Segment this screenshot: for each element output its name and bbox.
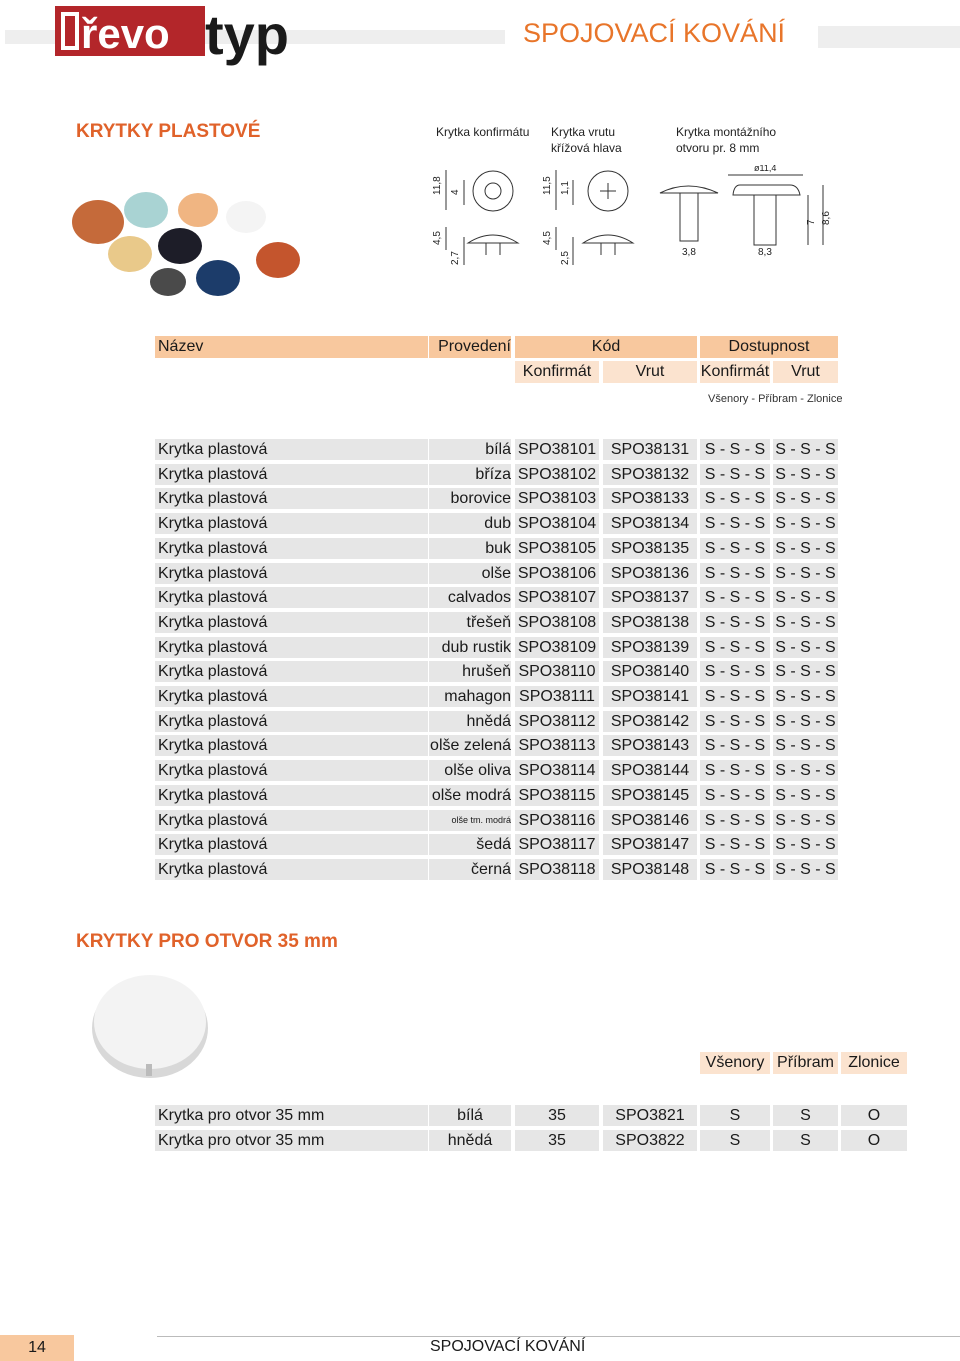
caps-row-variant: olše modrá bbox=[429, 785, 511, 806]
caps35-row-s3: O bbox=[841, 1130, 907, 1151]
col-sub-screw: Vrut bbox=[603, 361, 697, 383]
caps-row-av: S - S - S bbox=[773, 488, 838, 509]
caps-row-k: SPO38115 bbox=[515, 785, 599, 806]
caps-row-ak: S - S - S bbox=[700, 439, 770, 460]
caps-row-variant: mahagon bbox=[429, 686, 511, 707]
caps-row-av: S - S - S bbox=[773, 563, 838, 584]
page-title: SPOJOVACÍ KOVÁNÍ bbox=[523, 18, 786, 48]
caps-row-k: SPO38104 bbox=[515, 513, 599, 534]
caps-row-name: Krytka plastová bbox=[155, 810, 428, 831]
caps-row-name: Krytka plastová bbox=[155, 563, 428, 584]
caps-row-name: Krytka plastová bbox=[155, 513, 428, 534]
dim-a-3: 4,5 bbox=[432, 231, 443, 245]
caps-row-k: SPO38111 bbox=[515, 686, 599, 707]
caps-row-k: SPO38103 bbox=[515, 488, 599, 509]
caps-row-ak: S - S - S bbox=[700, 637, 770, 658]
caps-row-k: SPO38117 bbox=[515, 834, 599, 855]
caps-row-variant: olše oliva bbox=[429, 760, 511, 781]
caps35-row-size: 35 bbox=[515, 1105, 599, 1126]
caps-row-variant: hrušeň bbox=[429, 661, 511, 682]
caps-row-name: Krytka plastová bbox=[155, 686, 428, 707]
caps-row-k: SPO38116 bbox=[515, 810, 599, 831]
caption-assembly-cap: Krytka montážního otvoru pr. 8 mm bbox=[676, 125, 777, 155]
caps-row-name: Krytka plastová bbox=[155, 587, 428, 608]
caps-row-k: SPO38102 bbox=[515, 464, 599, 485]
caps-row-ak: S - S - S bbox=[700, 661, 770, 682]
caption-screw-cap: Krytka vrutu křížová hlava bbox=[551, 125, 622, 155]
caps-row-v: SPO38147 bbox=[603, 834, 697, 855]
caps-row-ak: S - S - S bbox=[700, 785, 770, 806]
caps-row-variant: hnědá bbox=[429, 711, 511, 732]
caps-row-name: Krytka plastová bbox=[155, 785, 428, 806]
caps-row-v: SPO38148 bbox=[603, 859, 697, 880]
caps-row-v: SPO38142 bbox=[603, 711, 697, 732]
caps-row-name: Krytka plastová bbox=[155, 760, 428, 781]
technical-drawings bbox=[428, 165, 838, 270]
caps35-row-s3: O bbox=[841, 1105, 907, 1126]
section-title-35mm-caps: KRYTKY PRO OTVOR 35 mm bbox=[76, 931, 338, 952]
caps-row-av: S - S - S bbox=[773, 711, 838, 732]
col-header-name: Název bbox=[155, 336, 428, 358]
header-band-right bbox=[818, 26, 960, 48]
col-sub-screw-avail: Vrut bbox=[773, 361, 838, 383]
dim-c-5: 8,3 bbox=[758, 247, 772, 258]
dim-a-2: 4 bbox=[450, 189, 461, 195]
caps-row-ak: S - S - S bbox=[700, 810, 770, 831]
col-sub-confirmat: Konfirmát bbox=[515, 361, 599, 383]
caps-row-variant: olše bbox=[429, 563, 511, 584]
caps-row-k: SPO38114 bbox=[515, 760, 599, 781]
caps-row-variant: borovice bbox=[429, 488, 511, 509]
dim-c-1: ø11,4 bbox=[754, 165, 777, 173]
caps-row-v: SPO38139 bbox=[603, 637, 697, 658]
caps-row-variant: calvados bbox=[429, 587, 511, 608]
caps-row-v: SPO38133 bbox=[603, 488, 697, 509]
caps-row-av: S - S - S bbox=[773, 785, 838, 806]
caps-row-k: SPO38105 bbox=[515, 538, 599, 559]
caps-row-v: SPO38137 bbox=[603, 587, 697, 608]
caps-row-av: S - S - S bbox=[773, 637, 838, 658]
caps-row-av: S - S - S bbox=[773, 859, 838, 880]
caps-row-ak: S - S - S bbox=[700, 488, 770, 509]
caps-row-k: SPO38107 bbox=[515, 587, 599, 608]
caps35-row-name: Krytka pro otvor 35 mm bbox=[155, 1105, 428, 1126]
caps35-row-s2: S bbox=[773, 1105, 838, 1126]
caps-row-name: Krytka plastová bbox=[155, 464, 428, 485]
caps35-row-s1: S bbox=[700, 1105, 770, 1126]
store-header-zlonice: Zlonice bbox=[841, 1052, 907, 1074]
caps-row-k: SPO38110 bbox=[515, 661, 599, 682]
caps-row-k: SPO38109 bbox=[515, 637, 599, 658]
stores-note: Všenory - Příbram - Zlonice bbox=[708, 393, 843, 405]
caption-confirmat-cap: Krytka konfirmátu bbox=[436, 125, 530, 139]
caps-row-variant: šedá bbox=[429, 834, 511, 855]
caps35-row-code: SPO3822 bbox=[603, 1130, 697, 1151]
page-number: 14 bbox=[0, 1335, 74, 1361]
caps-row-ak: S - S - S bbox=[700, 711, 770, 732]
dim-a-1: 11,8 bbox=[432, 176, 443, 195]
caps-row-variant: dub rustik bbox=[429, 637, 511, 658]
caps-row-av: S - S - S bbox=[773, 760, 838, 781]
caps-row-v: SPO38132 bbox=[603, 464, 697, 485]
caps-row-ak: S - S - S bbox=[700, 612, 770, 633]
col-header-variant: Provedení bbox=[429, 336, 511, 358]
caps-row-av: S - S - S bbox=[773, 661, 838, 682]
caps-row-k: SPO38118 bbox=[515, 859, 599, 880]
caps-row-ak: S - S - S bbox=[700, 513, 770, 534]
caps-row-name: Krytka plastová bbox=[155, 859, 428, 880]
cap-35mm-photo bbox=[88, 968, 213, 1080]
caps35-row-s1: S bbox=[700, 1130, 770, 1151]
caps-row-v: SPO38141 bbox=[603, 686, 697, 707]
dim-b-3: 4,5 bbox=[542, 231, 553, 245]
caps-row-variant: bříza bbox=[429, 464, 511, 485]
caps-row-k: SPO38101 bbox=[515, 439, 599, 460]
caps-row-av: S - S - S bbox=[773, 686, 838, 707]
caps-row-variant: dub bbox=[429, 513, 511, 534]
dim-c-2: 7 bbox=[806, 219, 817, 225]
caps-row-ak: S - S - S bbox=[700, 760, 770, 781]
caps-row-av: S - S - S bbox=[773, 735, 838, 756]
dim-b-4: 2,5 bbox=[560, 251, 571, 265]
plastic-caps-photo bbox=[68, 182, 303, 302]
dim-b-1: 11,5 bbox=[542, 176, 553, 195]
caps-row-ak: S - S - S bbox=[700, 859, 770, 880]
caps-row-v: SPO38138 bbox=[603, 612, 697, 633]
caps-row-v: SPO38144 bbox=[603, 760, 697, 781]
caps-row-v: SPO38140 bbox=[603, 661, 697, 682]
caps-row-k: SPO38113 bbox=[515, 735, 599, 756]
caps35-row-name: Krytka pro otvor 35 mm bbox=[155, 1130, 428, 1151]
col-sub-confirmat-avail: Konfirmát bbox=[700, 361, 770, 383]
caps-row-v: SPO38134 bbox=[603, 513, 697, 534]
caps-row-av: S - S - S bbox=[773, 587, 838, 608]
svg-text:typ: typ bbox=[205, 4, 289, 66]
caps-row-av: S - S - S bbox=[773, 834, 838, 855]
caps-row-name: Krytka plastová bbox=[155, 538, 428, 559]
caps-row-v: SPO38131 bbox=[603, 439, 697, 460]
caps-row-name: Krytka plastová bbox=[155, 735, 428, 756]
caps-row-av: S - S - S bbox=[773, 538, 838, 559]
caps-row-variant: olše zelená bbox=[430, 737, 511, 755]
caps-row-av: S - S - S bbox=[773, 439, 838, 460]
caps-row-v: SPO38143 bbox=[603, 735, 697, 756]
caps-row-name: Krytka plastová bbox=[155, 661, 428, 682]
store-header-pribram: Příbram bbox=[773, 1052, 838, 1074]
caps-row-ak: S - S - S bbox=[700, 587, 770, 608]
caps35-row-variant: hnědá bbox=[429, 1130, 511, 1151]
caps-row-av: S - S - S bbox=[773, 464, 838, 485]
caps-row-v: SPO38146 bbox=[603, 810, 697, 831]
caps35-row-code: SPO3821 bbox=[603, 1105, 697, 1126]
caps-row-k: SPO38112 bbox=[515, 711, 599, 732]
col-header-availability: Dostupnost bbox=[700, 336, 838, 358]
caps-row-name: Krytka plastová bbox=[155, 711, 428, 732]
caps-row-variant: olše tm. modrá bbox=[429, 810, 511, 831]
caps-row-av: S - S - S bbox=[773, 513, 838, 534]
drevotyp-logo bbox=[55, 4, 320, 80]
caps-row-name: Krytka plastová bbox=[155, 439, 428, 460]
caps-row-variant: třešeň bbox=[429, 612, 511, 633]
caps-row-variant: bílá bbox=[429, 439, 511, 460]
caps-row-name: Krytka plastová bbox=[155, 488, 428, 509]
caps-row-ak: S - S - S bbox=[700, 538, 770, 559]
footer-title: SPOJOVACÍ KOVÁNÍ bbox=[430, 1338, 586, 1355]
section-title-plastic-caps: KRYTKY PLASTOVÉ bbox=[76, 121, 261, 142]
svg-text:řevo: řevo bbox=[81, 10, 170, 57]
caps-row-variant: černá bbox=[429, 859, 511, 880]
caps-row-ak: S - S - S bbox=[700, 686, 770, 707]
dim-a-4: 2,7 bbox=[450, 251, 461, 265]
caps-row-ak: S - S - S bbox=[700, 563, 770, 584]
caps35-row-size: 35 bbox=[515, 1130, 599, 1151]
caps-row-ak: S - S - S bbox=[700, 735, 770, 756]
caps-row-k: SPO38106 bbox=[515, 563, 599, 584]
caps-row-v: SPO38145 bbox=[603, 785, 697, 806]
caps-row-name: Krytka plastová bbox=[155, 834, 428, 855]
caps-row-v: SPO38136 bbox=[603, 563, 697, 584]
caps-row-variant: buk bbox=[429, 538, 511, 559]
caps35-row-s2: S bbox=[773, 1130, 838, 1151]
col-header-code: Kód bbox=[515, 336, 697, 358]
caps-row-ak: S - S - S bbox=[700, 464, 770, 485]
footer-divider bbox=[157, 1336, 960, 1337]
caps-row-av: S - S - S bbox=[773, 612, 838, 633]
caps-row-name: Krytka plastová bbox=[155, 612, 428, 633]
caps-row-av: S - S - S bbox=[773, 810, 838, 831]
caps-row-v: SPO38135 bbox=[603, 538, 697, 559]
caps-row-ak: S - S - S bbox=[700, 834, 770, 855]
caps-row-k: SPO38108 bbox=[515, 612, 599, 633]
caps-row-name: Krytka plastová bbox=[155, 637, 428, 658]
dim-c-3: 8,6 bbox=[821, 211, 832, 225]
dim-b-2: 1,1 bbox=[560, 181, 571, 195]
caps35-row-variant: bílá bbox=[429, 1105, 511, 1126]
dim-c-4: 3,8 bbox=[682, 247, 696, 258]
store-header-vsenory: Všenory bbox=[700, 1052, 770, 1074]
